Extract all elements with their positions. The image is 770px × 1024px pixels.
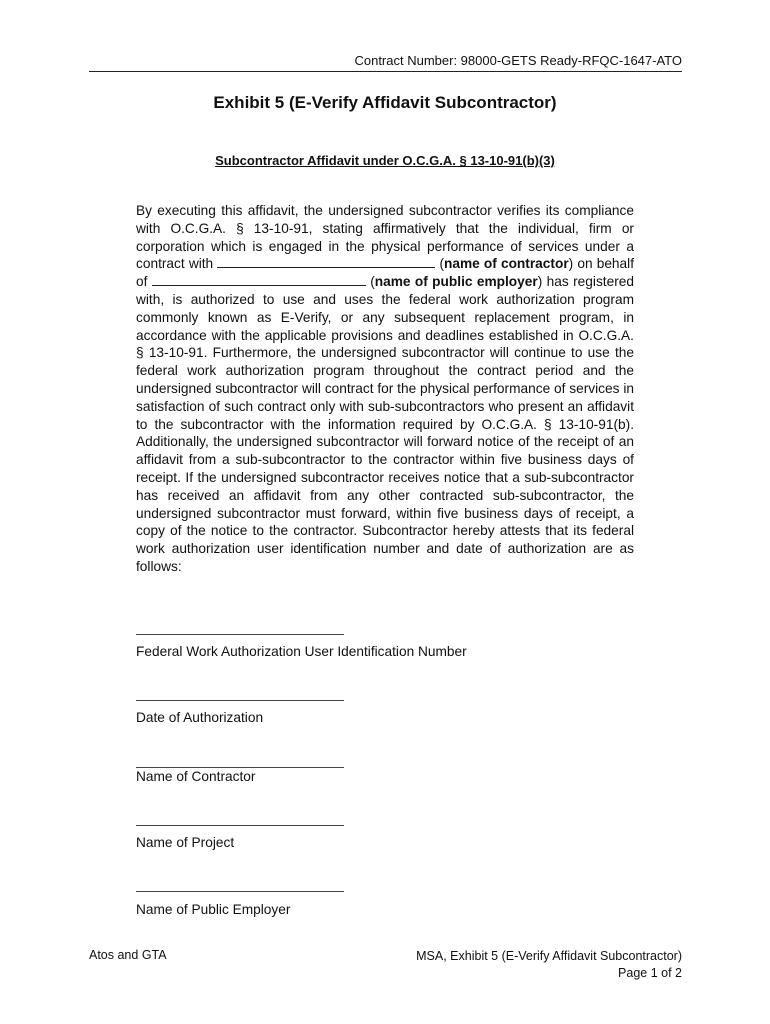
name-of-public-employer-label: Name of Public Employer xyxy=(136,902,291,917)
federal-id-line[interactable] xyxy=(136,634,344,635)
page-number: Page 1 of 2 xyxy=(618,966,682,980)
public-employer-label: name of public employer xyxy=(374,274,538,290)
name-of-contractor-line[interactable] xyxy=(136,767,344,768)
document-title: Exhibit 5 (E-Verify Affidavit Subcontractor) xyxy=(213,93,557,112)
contractor-label: name of contractor xyxy=(444,256,569,272)
footer-left: Atos and GTA xyxy=(89,948,167,962)
public-employer-blank[interactable] xyxy=(152,274,366,286)
footer-right xyxy=(416,948,682,982)
document-subtitle: Subcontractor Affidavit under O.C.G.A. § 13-10-91(b)(3) xyxy=(215,153,555,168)
name-of-project-line[interactable] xyxy=(136,825,344,826)
name-of-contractor-label: Name of Contractor xyxy=(136,769,256,784)
federal-id-label: Federal Work Authorization User Identification Number xyxy=(136,644,467,659)
contractor-blank[interactable] xyxy=(217,256,435,268)
affidavit-body: By executing this affidavit, the undersigned subcontractor verifies its compliance with O.C.G.A. § 13-10-91, stating affirmatively that the individual, firm or corporation which is engaged in the physical performance of services under a contract with (name of contractor) on behalf of (name of public employer) has registered with, is authorized to use and uses the federal work authorization program commonly known as E-Verify, or any subsequent replacement program, in accordance with the applicable provisions and deadlines established in O.C.G.A. § 13-10-91. Furthermore, the undersigned subcontractor will continue to use the federal work authorization program throughout the contract period and the undersigned subcontractor will contract for the physical performance of services in satisfaction of such contract only with sub-subcontractors who present an affidavit to the subcontractor with the information required by O.C.G.A. § 13-10-91(b). Additionally, the undersigned subcontractor will forward notice of the receipt of an affidavit from a sub-subcontractor to the contractor within five business days of receipt. If the undersigned subcontractor receives notice that a sub-subcontractor has received an affidavit from any other contracted sub-subcontractor, the undersigned subcontractor must forward, within five business days of receipt, a copy of the notice to the contractor. Subcontractor hereby attests that its federal work authorization user identification number and date of authorization are as follows: xyxy=(136,203,634,574)
body-part-1: By executing this affidavit, the undersigned subcontractor verifies its compliance with O.C.G.A. § 13-10-91, stating affirmatively that the individual, firm or corporation which is engaged in the physical performance of services under a contract with xyxy=(136,203,634,272)
footer-exhibit-label: MSA, Exhibit 5 (E-Verify Affidavit Subcontractor) xyxy=(416,949,682,963)
date-of-authorization-line[interactable] xyxy=(136,700,344,701)
contract-number-header: Contract Number: 98000-GETS Ready-RFQC-1647-ATO xyxy=(89,53,682,72)
body-part-2: ) on behalf of xyxy=(136,256,634,290)
body-part-3: ) has registered with, is authorized to use and uses the federal work authorization program commonly known as E-Verify, or any subsequent replacement program, in accordance with the applicable provisions and deadlines established in O.C.G.A. § 13-10-91. Furthermore, the undersigned subcontractor will continue to use the federal work authorization program throughout the contract period and the undersigned subcontractor will contract for the physical performance of services in satisfaction of such contract only with sub-subcontractors who present an affidavit to the subcontractor with the information required by O.C.G.A. § 13-10-91(b). Additionally, the undersigned subcontractor will forward notice of the receipt of an affidavit from a sub-subcontractor to the contractor within five business days of receipt. If the undersigned subcontractor receives notice that a sub-subcontractor has received an affidavit from any other contracted sub-subcontractor, the undersigned subcontractor must forward, within five business days of receipt, a copy of the notice to the contractor. Subcontractor hereby attests that its federal work authorization user identification number and date of authorization are as follows: xyxy=(136,274,634,574)
name-of-public-employer-line[interactable] xyxy=(136,891,344,892)
date-of-authorization-label: Date of Authorization xyxy=(136,710,264,725)
name-of-project-label: Name of Project xyxy=(136,835,235,850)
